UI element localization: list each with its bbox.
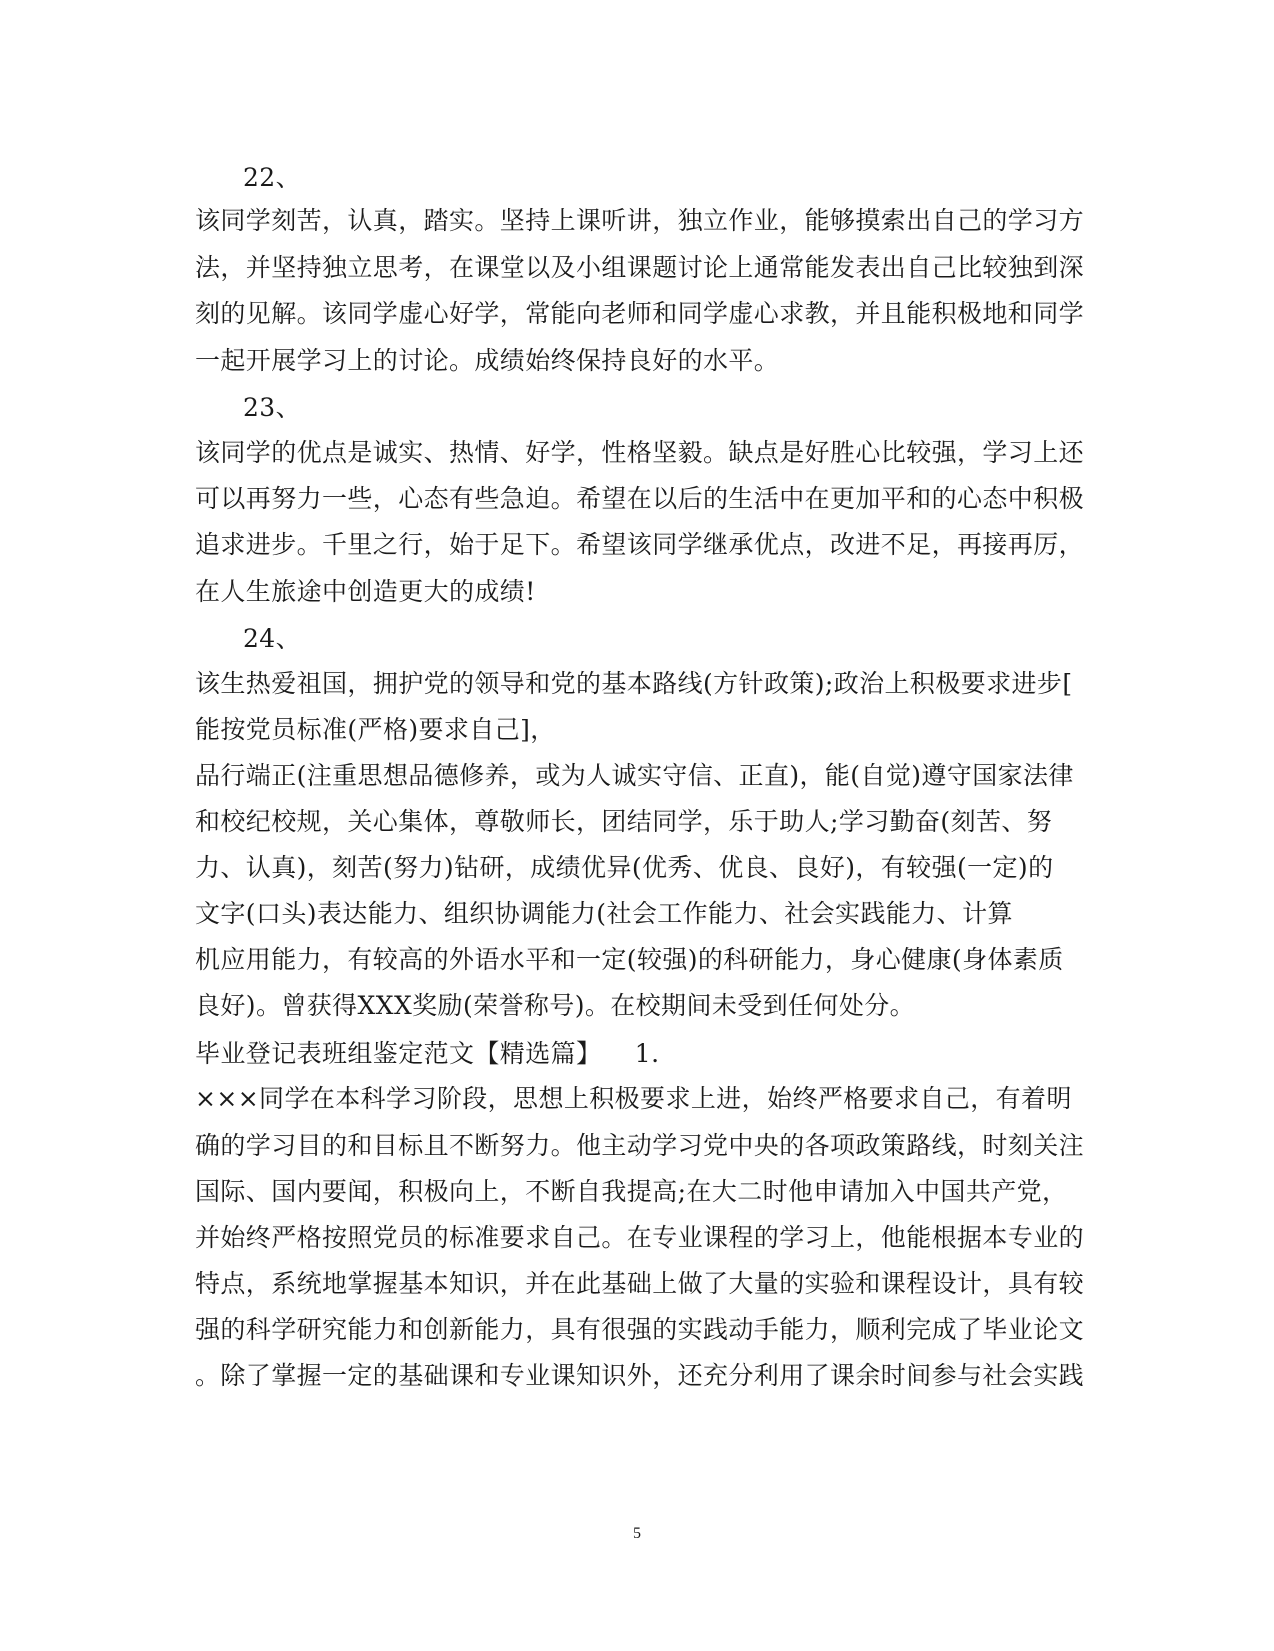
item-number-22: 22、 bbox=[243, 163, 302, 192]
paragraph-line: 一起开展学习上的讨论。成绩始终保持良好的水平。 bbox=[195, 346, 780, 375]
paragraph-line: ×××同学在本科学习阶段，思想上积极要求上进，始终严格要求自己，有着明 bbox=[195, 1084, 1072, 1113]
page-number: 5 bbox=[633, 1525, 641, 1542]
paragraph-line: 品行端正(注重思想品德修养，或为人诚实守信、正直)，能(自觉)遵守国家法律 bbox=[195, 761, 1074, 790]
paragraph-line: 法，并坚持独立思考，在课堂以及小组课题讨论上通常能发表出自己比较独到深 bbox=[195, 253, 1085, 282]
paragraph-line: 该同学刻苦，认真，踏实。坚持上课听讲，独立作业，能够摸索出自己的学习方 bbox=[195, 206, 1085, 235]
paragraph-line: 良好)。曾获得XXX奖励(荣誉称号)。在校期间未受到任何处分。 bbox=[195, 991, 916, 1020]
paragraph-line: 确的学习目的和目标且不断努力。他主动学习党中央的各项政策路线，时刻关注 bbox=[195, 1131, 1085, 1160]
paragraph-line: 在人生旅途中创造更大的成绩! bbox=[195, 577, 536, 606]
paragraph-line: 该同学的优点是诚实、热情、好学，性格坚毅。缺点是好胜心比较强，学习上还 bbox=[195, 438, 1085, 467]
paragraph-line: 文字(口头)表达能力、组织协调能力(社会工作能力、社会实践能力、计算 bbox=[195, 899, 1013, 928]
paragraph-line: 可以再努力一些，心态有些急迫。希望在以后的生活中在更加平和的心态中积极 bbox=[195, 484, 1085, 513]
paragraph-line: 。除了掌握一定的基础课和专业课知识外，还充分利用了课余时间参与社会实践 bbox=[195, 1361, 1085, 1390]
paragraph-line: 该生热爱祖国，拥护党的领导和党的基本路线(方针政策);政治上积极要求进步[ bbox=[195, 669, 1073, 698]
paragraph-line: 追求进步。千里之行，始于足下。希望该同学继承优点，改进不足，再接再厉， bbox=[195, 530, 1085, 559]
paragraph-line: 强的科学研究能力和创新能力，具有很强的实践动手能力，顺利完成了毕业论文 bbox=[195, 1315, 1085, 1344]
paragraph-line: 并始终严格按照党员的标准要求自己。在专业课程的学习上，他能根据本专业的 bbox=[195, 1223, 1085, 1252]
paragraph-line: 力、认真)，刻苦(努力)钻研，成绩优异(优秀、优良、良好)，有较强(一定)的 bbox=[195, 853, 1054, 882]
paragraph-line: 机应用能力，有较高的外语水平和一定(较强)的科研能力，身心健康(身体素质 bbox=[195, 945, 1064, 974]
item-number-24: 24、 bbox=[243, 624, 302, 653]
section-heading: 毕业登记表班组鉴定范文【精选篇】 1. bbox=[195, 1039, 660, 1068]
paragraph-line: 国际、国内要闻，积极向上，不断自我提高;在大二时他申请加入中国共产党， bbox=[195, 1177, 1068, 1206]
paragraph-line: 和校纪校规，关心集体，尊敬师长，团结同学，乐于助人;学习勤奋(刻苦、努 bbox=[195, 807, 1053, 836]
paragraph-line: 能按党员标准(严格)要求自己]， bbox=[195, 715, 556, 744]
paragraph-line: 刻的见解。该同学虚心好学，常能向老师和同学虚心求教，并且能积极地和同学 bbox=[195, 299, 1085, 328]
item-number-23: 23、 bbox=[243, 393, 302, 422]
paragraph-line: 特点，系统地掌握基本知识，并在此基础上做了大量的实验和课程设计，具有较 bbox=[195, 1269, 1085, 1298]
